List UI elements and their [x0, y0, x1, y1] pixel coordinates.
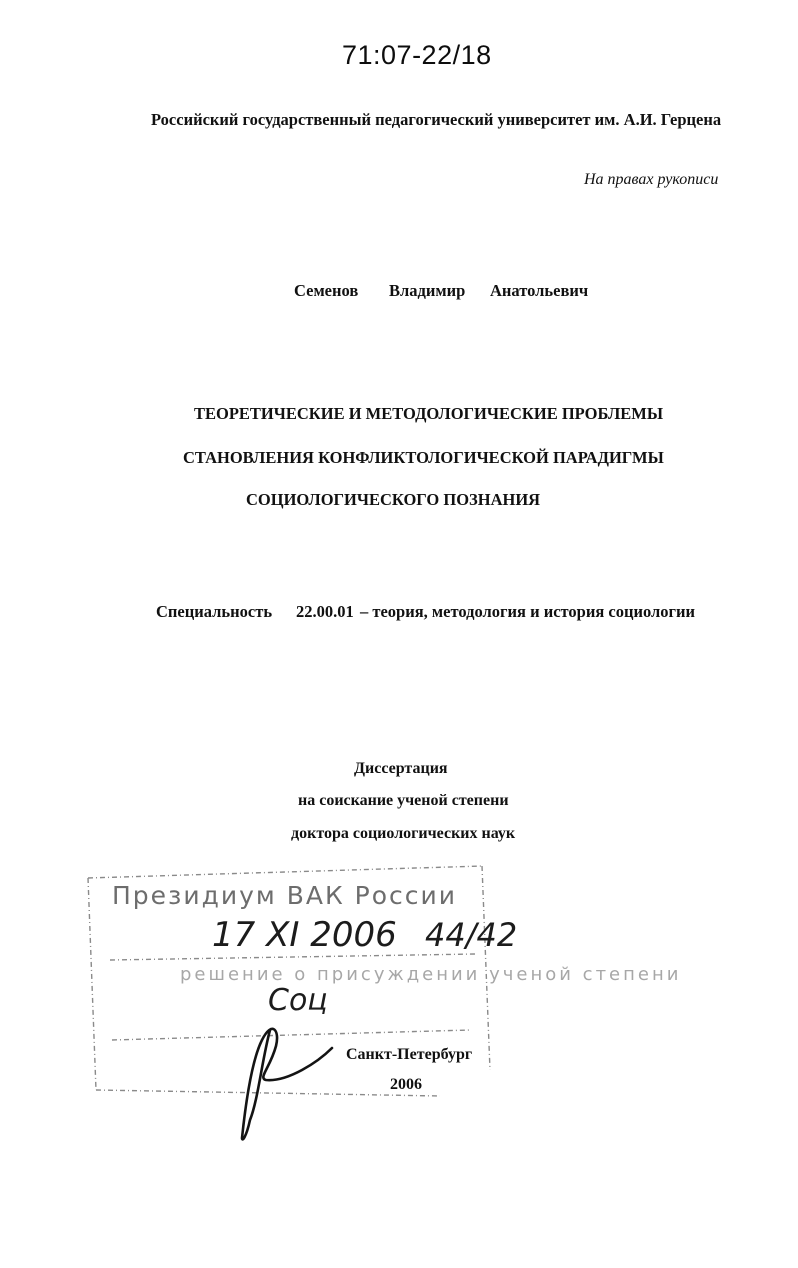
- specialty-description: – теория, методология и история социологии: [360, 602, 696, 621]
- specialty-code: 22.00.01: [296, 602, 354, 621]
- year: 2006: [390, 1076, 422, 1093]
- signature: [242, 1029, 332, 1140]
- archive-code: 71:07-22/18: [342, 40, 492, 70]
- author-surname: Семенов: [294, 281, 359, 300]
- manuscript-rights: На правах рукописи: [584, 171, 719, 188]
- degree-line-2: на соискание ученой степени: [298, 792, 509, 809]
- title-line-1: ТЕОРЕТИЧЕСКИЕ И МЕТОДОЛОГИЧЕСКИЕ ПРОБЛЕМЫ: [194, 404, 664, 423]
- city: Санкт-Петербург: [346, 1046, 473, 1063]
- stamp-line2: решение о присуждении ученой степени: [180, 964, 682, 985]
- title-line-2: СТАНОВЛЕНИЯ КОНФЛИКТОЛОГИЧЕСКОЙ ПАРАДИГМЫ: [183, 448, 664, 467]
- degree-line-3: доктора социологических наук: [291, 825, 516, 842]
- specialty-label: Специальность: [156, 602, 273, 621]
- degree-line-1: Диссертация: [354, 760, 448, 777]
- stamp-header: Президиум ВАК России: [112, 881, 458, 910]
- stamp-handwritten-code: Соц: [268, 983, 328, 1018]
- author-patronymic: Анатольевич: [490, 281, 589, 300]
- stamp-handwritten-date: 17 XI 2006: [212, 915, 397, 955]
- author-first-name: Владимир: [389, 281, 466, 300]
- stamp-handwritten-number: 44/42: [425, 916, 518, 954]
- university-name: Российский государственный педагогический университет им. А.И. Герцена: [151, 110, 722, 129]
- title-line-3: СОЦИОЛОГИЧЕСКОГО ПОЗНАНИЯ: [246, 490, 541, 509]
